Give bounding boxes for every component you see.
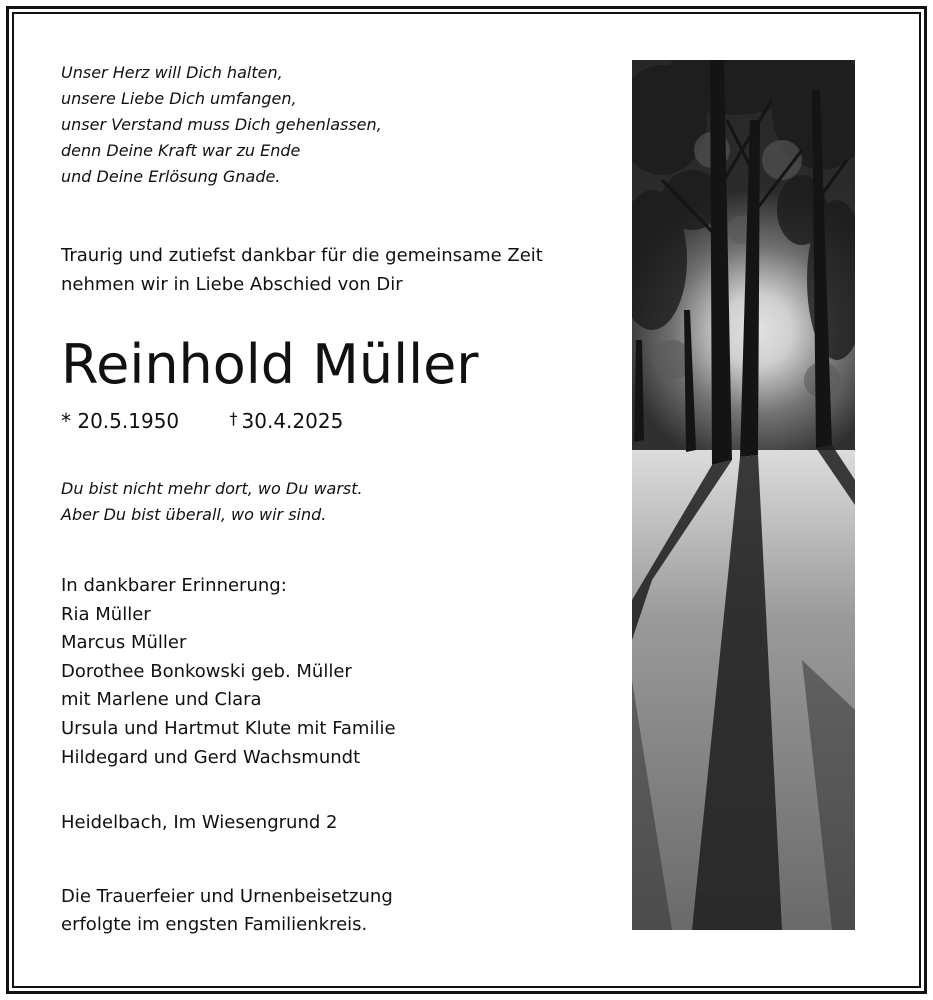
address: Heidelbach, Im Wiesengrund 2 <box>61 812 338 833</box>
death-date-group <box>230 409 344 433</box>
deceased-name: Reinhold Müller <box>61 333 479 396</box>
tree-photo-image <box>632 60 855 930</box>
verse-line: Du bist nicht mehr dort, wo Du warst. <box>61 479 363 498</box>
mourner: Hildegard und Gerd Wachsmundt <box>61 746 361 768</box>
life-dates <box>61 404 343 436</box>
mourner: Dorothee Bonkowski geb. Müller <box>61 660 352 682</box>
verse-line: und Deine Erlösung Gnade. <box>61 167 281 186</box>
mourners-list <box>61 572 396 772</box>
opening-verse <box>61 60 601 190</box>
death-date: 30.4.2025 <box>241 409 344 433</box>
verse-line: Unser Herz will Dich halten, <box>61 63 283 82</box>
cross-icon: † <box>229 409 238 428</box>
birth-date: * 20.5.1950 <box>61 409 180 433</box>
mourners-heading: In dankbarer Erinnerung: <box>61 575 287 596</box>
mourner: mit Marlene und Clara <box>61 689 262 711</box>
mourner: Marcus Müller <box>61 632 187 654</box>
verse-line: unser Verstand muss Dich gehenlassen, <box>61 115 382 134</box>
funeral-notice-line: Die Trauerfeier und Urnenbeisetzung <box>61 886 393 907</box>
verse-line: denn Deine Kraft war zu Ende <box>61 141 301 160</box>
mourner: Ria Müller <box>61 603 151 625</box>
obituary-text <box>61 60 601 935</box>
closing-verse <box>61 476 363 528</box>
intro-text <box>61 241 543 299</box>
intro-line: nehmen wir in Liebe Abschied von Dir <box>61 274 403 295</box>
funeral-notice-line: erfolgte im engsten Familienkreis. <box>61 914 368 935</box>
mourner: Ursula und Hartmut Klute mit Familie <box>61 717 396 739</box>
verse-line: unsere Liebe Dich umfangen, <box>61 89 297 108</box>
intro-line: Traurig und zutiefst dankbar für die gemeinsame Zeit <box>61 245 543 266</box>
funeral-notice <box>61 883 393 939</box>
tree-photo <box>632 60 855 930</box>
verse-line: Aber Du bist überall, wo wir sind. <box>61 505 327 524</box>
